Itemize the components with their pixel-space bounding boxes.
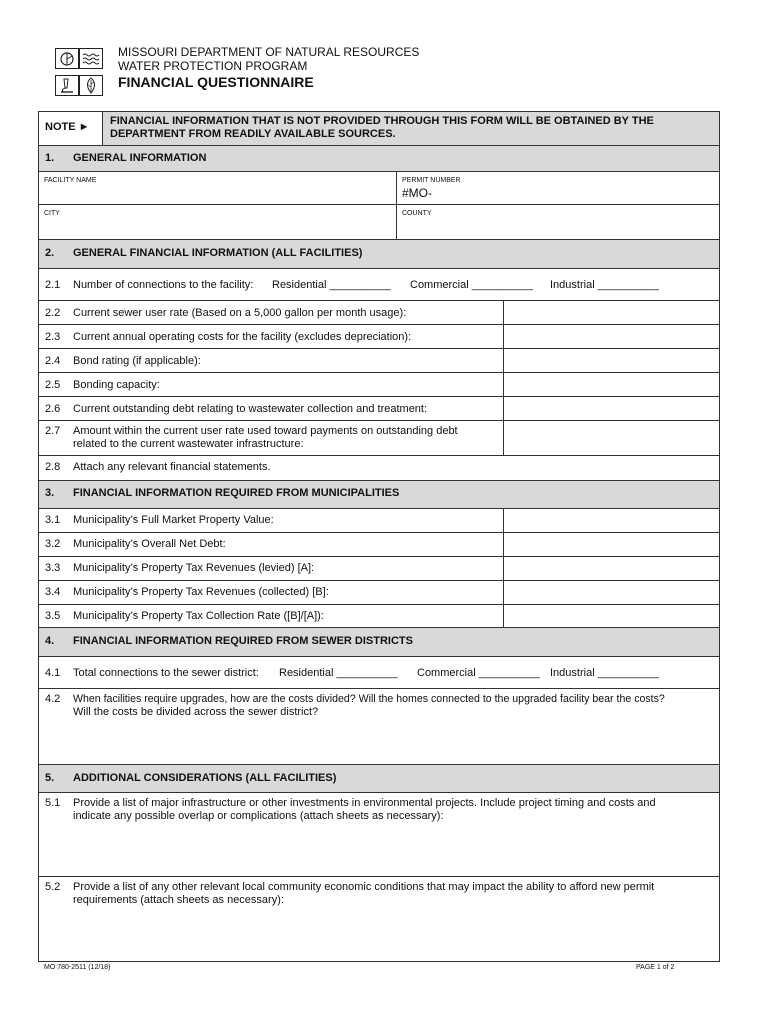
q2-8-label: Attach any relevant financial statements.	[73, 461, 271, 473]
q2-7-number: 2.7	[45, 425, 61, 437]
q5-2-number: 5.2	[45, 881, 61, 893]
q2-6-label: Current outstanding debt relating to wastewater collection and treatment:	[73, 403, 428, 415]
note-text-line2: DEPARTMENT FROM READILY AVAILABLE SOURCES.	[110, 128, 396, 140]
county-field[interactable]	[398, 205, 719, 239]
q3-5-number: 3.5	[45, 610, 61, 622]
wheat-icon	[55, 48, 79, 69]
q2-5-label: Bonding capacity:	[73, 379, 160, 391]
q5-2-line2: requirements (attach sheets as necessary):	[73, 894, 284, 906]
program-name: WATER PROTECTION PROGRAM	[118, 59, 308, 73]
section1-number: 1.	[45, 152, 55, 164]
section2-number: 2.	[45, 247, 55, 259]
q4-2-line2: Will the costs be divided across the sewer district?	[73, 706, 319, 718]
q5-1-line1: Provide a list of major infrastructure or other investments in environmental projects. Include project timing and costs and	[73, 797, 656, 809]
section3-number: 3.	[45, 487, 55, 499]
q2-5-number: 2.5	[45, 379, 61, 391]
section4-title: FINANCIAL INFORMATION REQUIRED FROM SEWER DISTRICTS	[73, 635, 413, 647]
q3-4-label: Municipality’s Property Tax Revenues (collected) [B]:	[73, 586, 329, 598]
q2-6-number: 2.6	[45, 403, 61, 415]
q4-2-line1: When facilities require upgrades, how are the costs divided? Will the homes connected to the upgraded facility bear the costs?	[73, 693, 665, 705]
q3-1-answer-field[interactable]	[504, 509, 719, 532]
county-label: COUNTY	[402, 210, 432, 217]
section4-number: 4.	[45, 635, 55, 647]
form-title: FINANCIAL QUESTIONNAIRE	[118, 74, 314, 90]
page-number: PAGE 1 of 2	[636, 964, 675, 971]
section1-title: GENERAL INFORMATION	[73, 152, 207, 164]
q2-4-number: 2.4	[45, 355, 61, 367]
q2-7-label-line1: Amount within the current user rate used toward payments on outstanding debt	[73, 425, 458, 437]
q5-1-line2: indicate any possible overlap or complications (attach sheets as necessary):	[73, 810, 444, 822]
q5-2-line1: Provide a list of any other relevant local community economic conditions that may impact the ability to afford new permit	[73, 881, 655, 893]
section5-title: ADDITIONAL CONSIDERATIONS (ALL FACILITIES)	[73, 772, 337, 784]
q3-2-answer-field[interactable]	[504, 533, 719, 556]
q4-1-residential[interactable]: Residential __________	[279, 667, 398, 679]
q5-2-answer-area[interactable]	[39, 910, 719, 961]
q3-2-label: Municipality’s Overall Net Debt:	[73, 538, 226, 550]
q2-4-label: Bond rating (if applicable):	[73, 355, 201, 367]
q3-3-answer-field[interactable]	[504, 557, 719, 580]
q4-2-answer-area[interactable]	[39, 722, 719, 764]
q2-1-commercial[interactable]: Commercial __________	[410, 279, 533, 291]
note-text-line1: FINANCIAL INFORMATION THAT IS NOT PROVIDED THROUGH THIS FORM WILL BE OBTAINED BY THE	[110, 115, 654, 127]
q2-1-label: Number of connections to the facility:	[73, 279, 254, 291]
q2-1-residential[interactable]: Residential __________	[272, 279, 391, 291]
q3-2-number: 3.2	[45, 538, 61, 550]
water-waves-icon	[79, 48, 103, 69]
q5-1-number: 5.1	[45, 797, 61, 809]
q4-1-label: Total connections to the sewer district:	[73, 667, 259, 679]
permit-number-value: #MO-	[402, 186, 432, 200]
section5-number: 5.	[45, 772, 55, 784]
city-label: CITY	[44, 210, 60, 217]
q4-1-commercial[interactable]: Commercial __________	[417, 667, 540, 679]
q2-7-label-line2: related to the current wastewater infrastructure:	[73, 438, 304, 450]
q2-3-label: Current annual operating costs for the facility (excludes depreciation):	[73, 331, 412, 343]
q5-1-answer-area[interactable]	[39, 826, 719, 876]
facility-name-label: FACILITY NAME	[44, 177, 97, 184]
q2-1-industrial[interactable]: Industrial __________	[550, 279, 659, 291]
q2-2-number: 2.2	[45, 307, 61, 319]
section2-title: GENERAL FINANCIAL INFORMATION (ALL FACILITIES)	[73, 247, 363, 259]
q2-7-answer-field[interactable]	[504, 421, 719, 455]
q2-3-answer-field[interactable]	[504, 325, 719, 348]
q2-2-label: Current sewer user rate (Based on a 5,000 gallon per month usage):	[73, 307, 407, 319]
q2-3-number: 2.3	[45, 331, 61, 343]
q3-5-answer-field[interactable]	[504, 605, 719, 627]
q3-4-number: 3.4	[45, 586, 61, 598]
agency-name: MISSOURI DEPARTMENT OF NATURAL RESOURCES	[118, 45, 420, 59]
note-label: NOTE ►	[45, 121, 90, 133]
q3-4-answer-field[interactable]	[504, 581, 719, 604]
q2-5-answer-field[interactable]	[504, 373, 719, 396]
q2-4-answer-field[interactable]	[504, 349, 719, 372]
city-field[interactable]	[39, 205, 396, 239]
form-number: MO 780-2511 (12/18)	[44, 964, 111, 971]
q3-3-label: Municipality’s Property Tax Revenues (levied) [A]:	[73, 562, 315, 574]
q4-2-number: 4.2	[45, 693, 61, 705]
microscope-icon	[55, 75, 79, 96]
permit-number-label: PERMIT NUMBER	[402, 177, 461, 184]
q2-2-answer-field[interactable]	[504, 301, 719, 324]
q2-8-number: 2.8	[45, 461, 61, 473]
q2-1-number: 2.1	[45, 279, 61, 291]
q3-5-label: Municipality’s Property Tax Collection Rate ([B]/[A]):	[73, 610, 324, 622]
leaf-icon	[79, 75, 103, 96]
q3-1-label: Municipality’s Full Market Property Value:	[73, 514, 274, 526]
q4-1-industrial[interactable]: Industrial __________	[550, 667, 659, 679]
q2-6-answer-field[interactable]	[504, 397, 719, 420]
q3-3-number: 3.3	[45, 562, 61, 574]
section3-title: FINANCIAL INFORMATION REQUIRED FROM MUNICIPALITIES	[73, 487, 400, 499]
q3-1-number: 3.1	[45, 514, 61, 526]
q4-1-number: 4.1	[45, 667, 61, 679]
